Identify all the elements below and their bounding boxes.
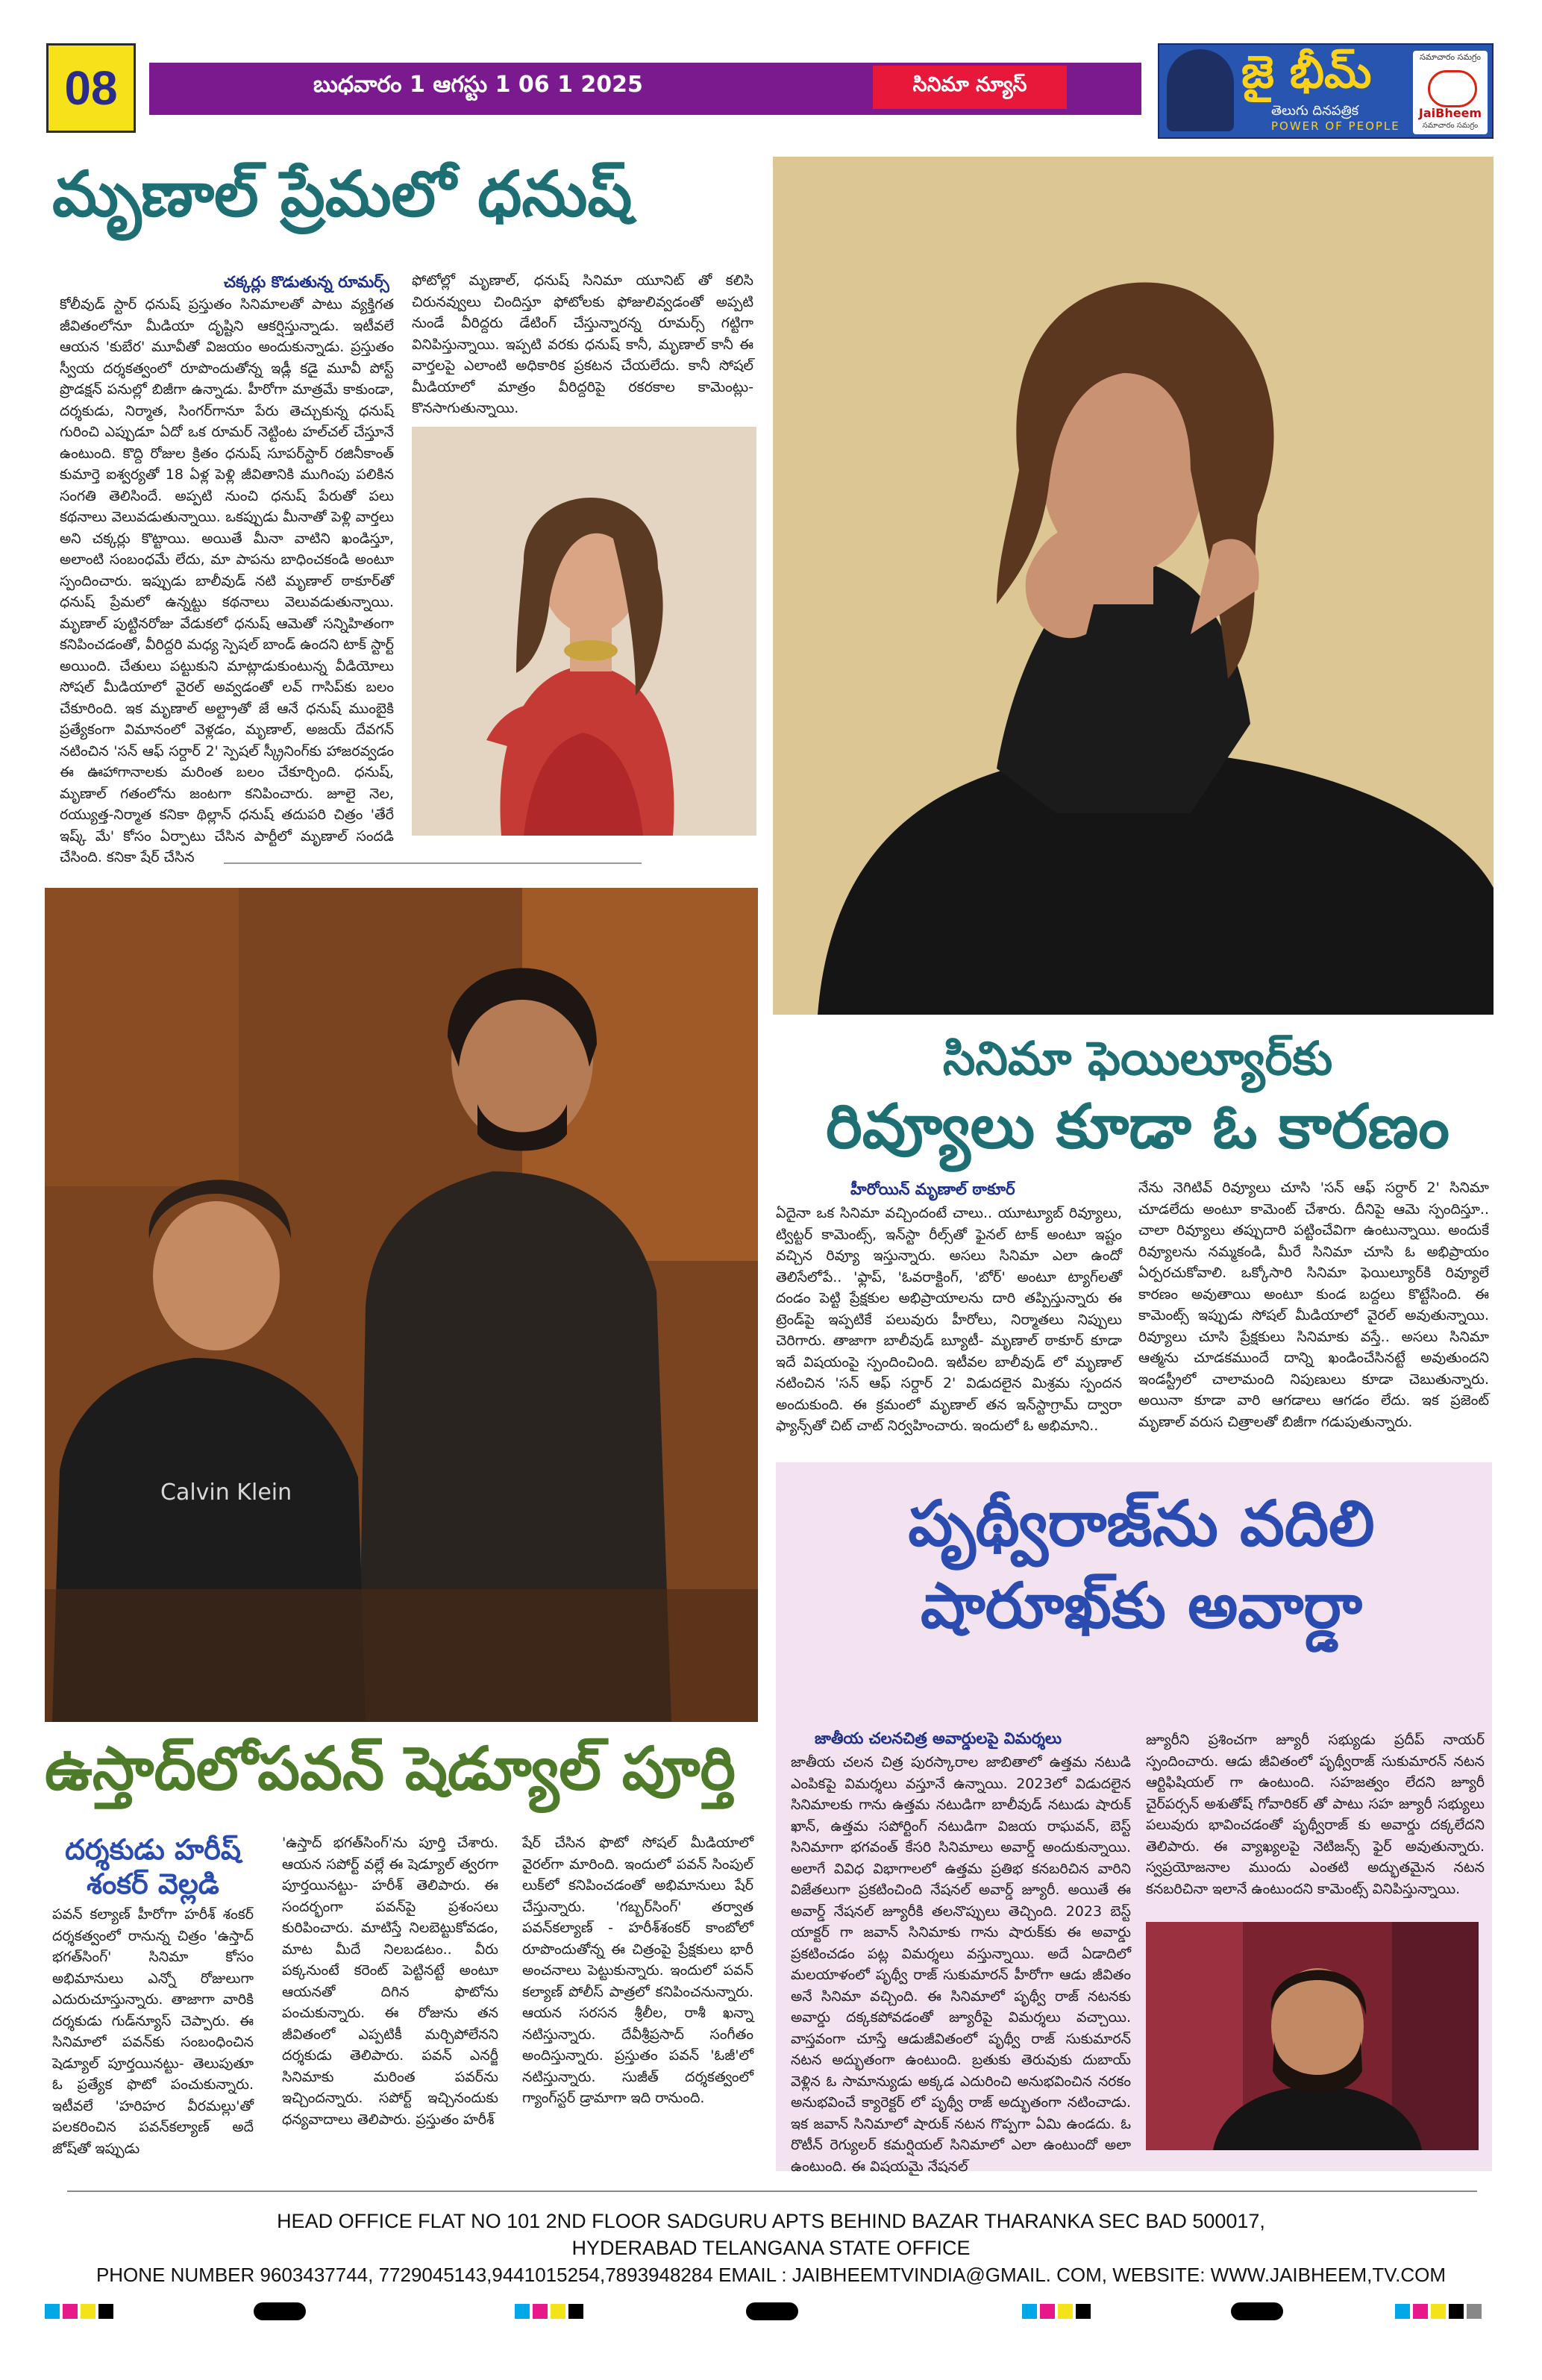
footer-address-line2: HYDERABAD TELANGANA STATE OFFICE: [571, 2237, 971, 2259]
logo-badge-name: JaiBheem: [1418, 106, 1482, 120]
page-number: 08: [46, 43, 136, 133]
logo-badge-top: సమాచారం సమగ్రం: [1420, 52, 1481, 62]
footer-address-line1: HEAD OFFICE FLAT NO 101 2ND FLOOR SADGURU APTS BEHIND BAZAR THARANKA SEC BAD 500017,: [277, 2210, 1265, 2232]
color-registration-marks-left: [45, 2304, 116, 2320]
logo-badge-bottom: సమాచారం సమగ్రం: [1422, 122, 1479, 130]
article2-headline-line2: రివ్యూలు కూడా ఓ కారణం: [826, 1091, 1449, 1162]
color-registration-marks-3: [1022, 2304, 1094, 2320]
color-registration-marks-right: [1395, 2304, 1485, 2320]
article2-headline-line1: సినిమా ఫెయిల్యూర్‌కు: [942, 1031, 1333, 1086]
mrunal-black-dress-photo: [773, 157, 1494, 1015]
article3-column2: జ్యూరీని ప్రశించగా జ్యూరీ సభ్యుడు ప్రదీప్ నాయర్ స్పందించారు. ఆడు జీవితంలో పృథ్వీరాజ్ సుకుమారన్ నటన ఆర్టిఫిషియల్ గా ఉంటుంది. సహజత్వం లేదని జ్యూరీ చైర్‌పర్సన్ అశుతోష్ గోవారికర్ తో పాటు సహ జ్యూరీ సభ్యులు పలువురు భావించడంతో పృథ్వీరాజ్ కు అవార్డు దక్కలేదని తెలిపారు. ఈ వ్యాఖ్యలపై నెటిజన్స్ ఫైర్ అవుతున్నారు. స్వప్రయోజనాల ముందు ఎంతటి అద్భుతమైన నటన కనబరిచినా ఇలానే ఉంటుందని కామెంట్స్ వినిపిస్తున్నాయి.: [1146, 1732, 1485, 1897]
registration-pill-1: [254, 2302, 306, 2320]
article1-headline: మృణాల్ ప్రేమలో ధనుష్: [52, 157, 633, 231]
article4-column1: పవన్ కల్యాణ్ హీరోగా హరీశ్ శంకర్ దర్శకత్వంలో రానున్న చిత్రం 'ఉస్తాద్ భగత్‌సింగ్' సినిమా కోసం అభిమానులు ఎన్నో రోజులుగా ఎదురుచూస్తున్నారు. తాజాగా వారికి దర్శకుడు గుడ్‌న్యూస్ చెప్పారు. ఈ సినిమాలో పవన్‌కు సంబంధించిన షెడ్యూల్ పూర్తయినట్టు- తెలుపుతూ ఓ ప్రత్యేక ఫొటో పంచుకున్నారు. ఇటీవలే 'హరిహర వీరమల్లు'తో పలకరించిన పవన్‌కల్యాణ్ అదే జోష్‌తో ఇప్పుడు: [52, 1906, 254, 2157]
article4-byline: దర్శకుడు హరీష్ శంకర్ వెల్లడి: [65, 1833, 241, 1900]
shirt-brand-text: Calvin Klein: [160, 1479, 292, 1506]
article3-byline: జాతీయ చలనచిత్ర అవార్డులపై విమర్శలు: [815, 1729, 1062, 1747]
registration-pill-2: [746, 2302, 798, 2320]
prithviraj-photo: [1146, 1922, 1479, 2150]
issue-date: బుధవారం 1 ఆగస్టు 1 06 1 2025: [313, 72, 643, 98]
article3-column1: జాతీయ చలన చిత్ర పురస్కారాల జాబితాలో ఉత్తమ నటుడి ఎంపికపై విమర్శలు వస్తూనే ఉన్నాయి. 2023లో విడుదలైన సినిమాలకు గాను ఉత్తమ నటుడిగా బాలీవుడ్ నటుడు షారుక్ ఖాన్, ఉత్తమ సపోర్టింగ్ నటుడిగా విజయ రాఘవన్, బెస్ట్ సినిమాగా భగవంత్ కేసరి సినిమాలు అవార్డ్ అందుకున్నాయి. అలాగే వివిధ విభాగాలలో ఉత్తమ ప్రతిభ కనబరిచిన వారిని విజేతలుగా ప్రకటించింది నేషనల్ అవార్డ్ జ్యూరీ. అయితే ఈ అవార్డ్ నేషనల్ జ్యూరీకి తలనొప్పులు తెచ్చింది. 2023 బెస్ట్ యాక్టర్ గా జవాన్ సినిమాకు గాను షారుక్‌కు ఈ అవార్డు ప్రకటించడం పట్ల విమర్శలు వస్తున్నాయి. అదే ఏడాదిలో మలయాళంలో పృథ్వీ రాజ్ సుకుమారన్ హీరోగా ఆడు జీవితం అనే సినిమా వచ్చింది. ఈ సినిమాలో పృథ్వీ రాజ్ నటనకు అవార్డు దక్కకపోవడంతో జ్యూరీపై విమర్శలు వచ్చాయి. వాస్తవంగా చూస్తే ఆడుజీవితంలో పృథ్వీ రాజ్ సుకుమారన్ నటన అద్భుతంగా ఉంటుంది. బ్రతుకు తెరువుకు దుబాయ్ వెళ్లిన ఓ సామాన్యుడు అక్కడ ఎదురించి అనుభవించిన నరకం అనుభవించే క్యారెక్టర్ లో పృథ్వీ రాజ్ అద్భుతంగా నటించాడు. ఇక జవాన్ సినిమాలో షారుక్ నటన గొప్పగా ఏమి ఉండదు. ఓ రొటీన్ రెగ్యులర్ కమర్షియల్ సినిమాలో ఎలా ఉంటుందో అలా ఉంటుంది. ఈ విషయమై నేషనల్: [791, 1754, 1131, 2175]
article1-column2: ఫోటోల్లో మృణాల్, ధనుష్ సినిమా యూనిట్ తో కలిసి చిరునవ్వులు చిందిస్తూ ఫోటోలకు ఫోజులివ్వడంతో అప్పటి నుండే వీరిద్దరు డేటింగ్ చేస్తున్నారన్న రూమర్స్ గట్టిగా వినిపిస్తున్నాయి. ఇప్పటి వరకు ధనుష్ కానీ, మృణాల్ కానీ ఈ వార్తలపై ఎలాంటి అధికారిక ప్రకటన చేయలేదు. కానీ సోషల్ మీడియాలో మాత్రం వీరిద్దరిపై రకరకాల కామెంట్లు-కొనసాగుతున్నాయి.: [412, 272, 753, 416]
article2-column2: నేను నెగిటివ్ రివ్యూలు చూసి 'సన్ ఆఫ్ సర్దార్ 2' సినిమా చూడలేదు అంటూ కామెంట్ చేశారు. దీనిపై ఆమె స్పందిస్తూ.. చాలా రివ్యూలు తప్పుదారి పట్టించేవిగా ఉంటున్నాయి. అందుకే రివ్యూలను నమ్మకండి, మీరే సినిమా చూసి ఓ అభిప్రాయం ఏర్పరచుకోవాలి. ఒక్కోసారి సినిమా ఫెయిల్యూర్‌కి రివ్యూలే కారణం అవుతాయి అంటూ కుండ బద్దలు కొట్టేసింది. ఈ కామెంట్స్ ఇప్పుడు సోషల్ మీడియాలో వైరల్ అవుతున్నాయి. రివ్యూలు చూసి ప్రేక్షకులు సినిమాకు వస్తే.. అసలు సినిమా ఆత్మను చూడకముందే దాన్ని ఖండించేసినట్టే అవుతుందని ఇండస్ట్రీలో చాలామంది నిపుణులు కూడా చెబుతున్నారు. అయినా కూడా వారి ఆగడాలు ఆగడం లేదు. ఇక ప్రజెంట్ మృణాల్ వరుస చిత్రాలతో బిజీగా గడుపుతున్నారు.: [1138, 1180, 1489, 1430]
article4-column2: 'ఉస్తాద్ భగత్‌సింగ్'ను పూర్తి చేశారు. ఆయన సపోర్ట్ వల్లే ఈ షెడ్యూల్ త్వరగా పూర్తయినట్టు- హరీశ్ తెలిపారు. ఈ సందర్భంగా పవన్‌పై ప్రశంసలు కురిపించారు. మాటిస్తే నిలబెట్టుకోవడం, మాట మీదే నిలబడటం.. వీరు పక్కనుంటే కరెంట్ పెట్టినట్టే అంటూ ఆయనతో దిగిన ఫొటోను పంచుకున్నారు. ఈ రోజును తన జీవితంలో ఎప్పటికీ మర్చిపోలేనని దర్శకుడు తెలిపారు. పవన్ ఎనర్జీ సినిమాకు మరింత పవర్‌ను ఇచ్చిందన్నారు. సపోర్ట్ ఇచ్చినందుకు ధన్యవాదాలు తెలిపారు. ప్రస్తుతం హరీశ్: [282, 1835, 498, 2128]
mrunal-red-dress-photo: [412, 427, 756, 836]
logo-tagline: POWER OF PEOPLE: [1271, 119, 1400, 133]
article2-byline: హీరోయిన్ మృణాల్ ఠాకూర్: [850, 1180, 1015, 1198]
logo-badge-mark-icon: [1428, 70, 1477, 107]
ambedkar-portrait-icon: [1167, 49, 1234, 131]
pawan-harish-photo: [45, 888, 758, 1722]
article2-column1: ఏదైనా ఒక సినిమా వచ్చిందంటే చాలు.. యూట్యూబ్ రివ్యూలు, ట్విట్టర్ కామెంట్స్, ఇన్‌స్టా రీల్స్‌తో ఫైనల్ టాక్ అంటూ ఇష్టం వచ్చిన రివ్యూ ఇస్తున్నారు. అసలు సినిమా ఎలా ఉందో తెలిసేలోపే.. 'ఫ్లాప్, 'ఓవరాక్టింగ్, 'బోర్' అంటూ ట్యాగ్‌లతో దండం పెట్టి ప్రేక్షకుల అభిప్రాయాలను దారి తప్పిస్తున్నారు ఈ ట్రెండ్‌పై ఇప్పటికే పలువురు హీరోలు, నిర్మాతలు నిప్పులు చెరిగారు. తాజాగా బాలీవుడ్ బ్యూటీ- మృణాల్ ఠాకూర్ కూడా ఇదే విషయంపై స్పందించింది. ఇటీవల బాలీవుడ్ లో మృణాల్ నటించిన 'సన్ ఆఫ్ సర్దార్ 2' విడుదలైన మిశ్రమ స్పందన అందుకుంది. ఈ క్రమంలో మృణాల్ తన ఇన్‌స్టాగ్రామ్ ద్వారా ఫ్యాన్స్‌తో చిట్ చాట్ నిర్వహించారు. ఇందులో ఓ అభిమాని..: [776, 1205, 1122, 1434]
masthead-logo: [1158, 43, 1494, 139]
article3-headline-line1: పృథ్వీరాజ్‌ను వదిలి: [908, 1486, 1375, 1560]
article1-byline: చక్కర్లు కొడుతున్న రూమర్స్: [224, 273, 389, 291]
footer-divider: [67, 2190, 1477, 2192]
logo-title: జై భీమ్: [1241, 46, 1372, 98]
logo-subtitle: తెలుగు దినపత్రిక: [1271, 103, 1359, 119]
article4-column3: షేర్ చేసిన ఫొటో సోషల్ మీడియాలో వైరల్‌గా మారింది. ఇందులో పవన్ సింపుల్ లుక్‌లో కనిపించడంతో అభిమానులు షేర్ చేస్తున్నారు. 'గబ్బర్‌సింగ్' తర్వాత పవన్‌కల్యాణ్ - హరీశ్‌శంకర్ కాంబోలో రూపొందుతోన్న ఈ చిత్రంపై ప్రేక్షకులు భారీ అంచనాలు పెట్టుకున్నారు. ఇందులో పవన్ కల్యాణ్ పోలీస్ పాత్రలో కనిపించనున్నారు. ఆయన సరసన శ్రీలీల, రాశీ ఖన్నా నటిస్తున్నారు. దేవీశ్రీప్రసాద్ సంగీతం అందిస్తున్నారు. ప్రస్తుతం పవన్ 'ఓజీ'లో నటిస్తున్నారు. సుజీత్ దర్శకత్వంలో గ్యాంగ్‌స్టర్ డ్రామాగా ఇది రానుంది.: [522, 1835, 753, 2106]
article4-headline: ఉస్తాద్‌లోపవన్ షెడ్యూల్ పూర్తి: [45, 1733, 736, 1803]
article1-column1: కోలీవుడ్ స్టార్ ధనుష్ ప్రస్తుతం సినిమాలతో పాటు వ్యక్తిగత జీవితంలోనూ మీడియా దృష్టిని ఆకర్షిస్తున్నాడు. ఇటీవలే ఆయన 'కుబేర' మూవీతో విజయం అందుకున్నాడు. ప్రస్తుతం స్వీయ దర్శకత్వంలో రూపొందుతోన్న ఇడ్లీ కడై మూవీ పోస్ట్ ప్రొడక్షన్ పనుల్లో బిజీగా ఉన్నాడు. హీరోగా మాత్రమే కాకుండా, దర్శకుడు, నిర్మాత, సింగర్‌గానూ పేరు తెచ్చుకున్న ధనుష్ గురించి ఎప్పుడూ ఏదో ఒక రూమర్ నెట్టింట హల్‌చల్ చేస్తూనే ఉంటుంది. కొద్ది రోజుల క్రితం ధనుష్ సూపర్‌స్టార్ రజినీకాంత్ కుమార్తె ఐశ్వర్యతో 18 ఏళ్ల పెళ్లి జీవితానికి ముగింపు పలికిన సంగతి తెలిసిందే. అప్పటి నుంచి ధనుష్ పేరుతో పలు కథనాలు వెలువడుతున్నాయి. ఒకప్పుడు మీనాతో పెళ్లి వార్తలు అని చక్కర్లు కొట్టాయి. అయితే మీనా వాటిని ఖండిస్తూ, అలాంటి సంబంధమే లేదు, మా పాపను బాధించకండి అంటూ స్పందించారు. ఇప్పుడు బాలీవుడ్ నటి మృణాల్ ఠాకూర్‌తో ధనుష్ ప్రేమలో ఉన్నట్టు కథనాలు వెలువడుతున్నాయి. మృణాల్ పుట్టినరోజు వేడుకలో ధనుష్ ఆమెతో సన్నిహితంగా కనిపించడంతో, వీరిద్దరి మధ్య స్పెషల్ బాండ్ ఉందని టాక్ స్టార్ట్ అయింది. చేతులు పట్టుకుని మాట్లాడుకుంటున్న వీడియోలు సోషల్ మీడియాలో వైరల్ అవ్వడంతో లవ్ గాసిప్‌కు బలం చేకూరింది. ఇక మృణాల్ అల్ట్రాతో జే ఆనే ధనుష్ ముంబైకి ప్రత్యేకంగా విమానంలో వెళ్లడం, మృణాల్, అజయ్ దేవగన్ నటించిన 'సన్ ఆఫ్ సర్దార్ 2' స్పెషల్ స్క్రీనింగ్‌కు హాజరవ్వడం ఈ ఊహాగానాలకు మరింత బలం చేకూర్చింది. ధనుష్, మృణాల్ గతంలోను జంటగా కనిపించారు. జూలై నెల, రయ్యుత్త-నిర్మాత కనికా థిల్లాన్ ధనుష్ తదుపరి చిత్రం 'తేరే ఇష్క్ మే' కోసం ఏర్పాటు చేసిన పార్టీలో మృణాల్ సందడి చేసింది. కనికా షేర్ చేసిన: [60, 296, 394, 865]
section-label: సినిమా న్యూస్: [873, 66, 1067, 109]
article3-headline-line2: షారూఖ్‌కు అవార్డా: [920, 1568, 1363, 1642]
divider-line: [224, 862, 642, 864]
color-registration-marks-2: [515, 2304, 586, 2320]
footer-contact-line: PHONE NUMBER 9603437744, 7729045143,9441015254,7893948284 EMAIL : JAIBHEEMTVINDIA@GMAIL. COM, WEBSITE: WWW.JAIBHEEM,TV.COM: [95, 2264, 1447, 2286]
registration-pill-3: [1231, 2302, 1283, 2320]
